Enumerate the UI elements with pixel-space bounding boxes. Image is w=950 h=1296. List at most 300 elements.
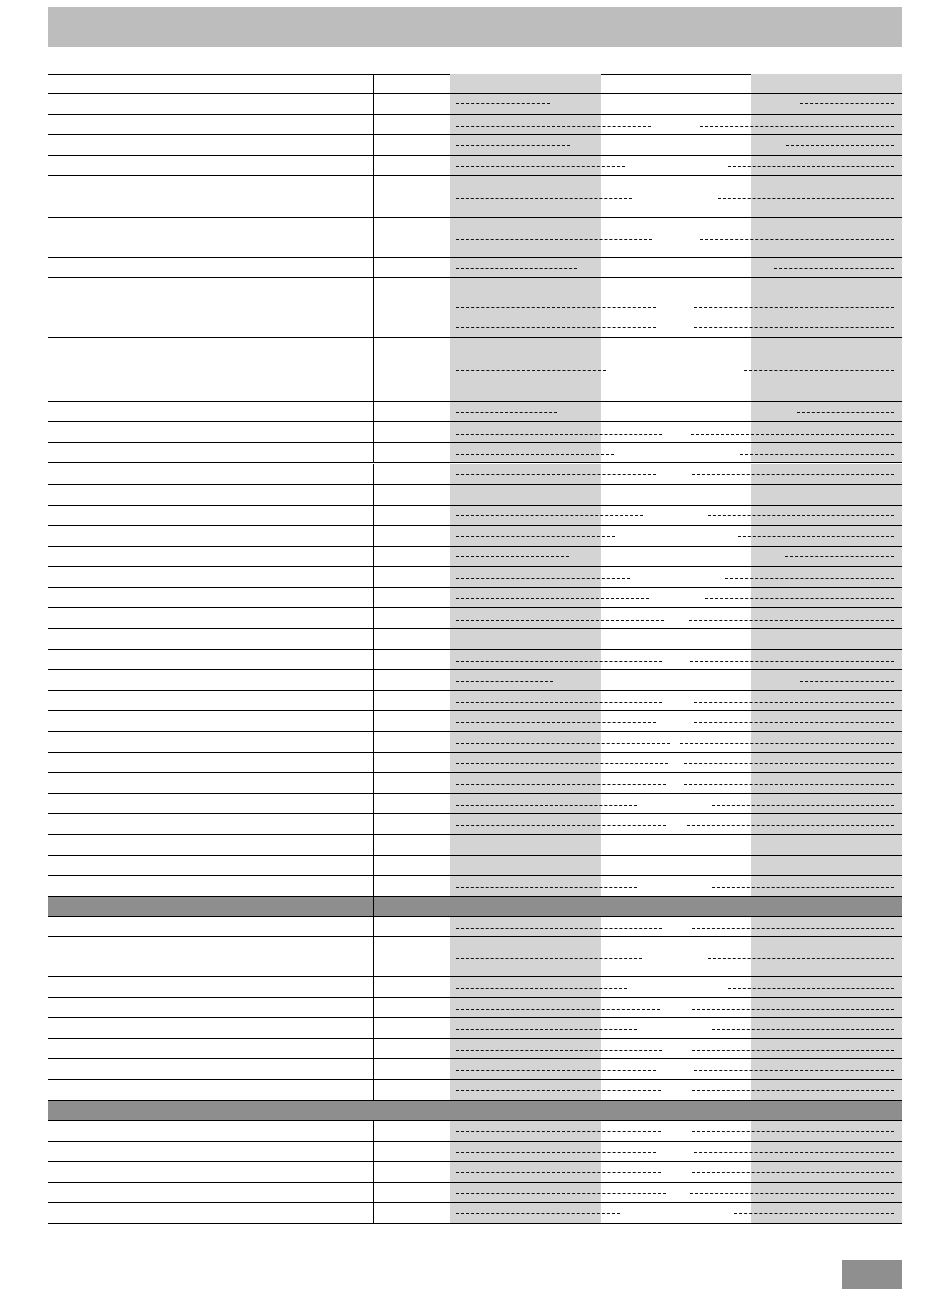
row-value-2 (601, 650, 751, 669)
row-unit (373, 547, 450, 566)
dotted-leader-right (692, 1172, 894, 1173)
table-row (48, 629, 902, 650)
row-value-3 (751, 998, 902, 1017)
dotted-leader-left (456, 681, 553, 682)
row-value-2 (601, 1203, 751, 1223)
row-value-2 (601, 443, 751, 462)
row-label (48, 876, 373, 896)
dotted-leader-left (456, 454, 614, 455)
row-label (48, 1101, 373, 1120)
dotted-leader-left (456, 620, 664, 621)
row-unit (373, 711, 450, 731)
row-value-1 (450, 74, 601, 93)
dotted-leader-left (456, 1131, 661, 1132)
row-value-2 (601, 176, 751, 217)
row-value-2 (601, 258, 751, 277)
row-value-3 (751, 670, 902, 690)
dotted-leader-right (718, 198, 894, 199)
dotted-leader-right (800, 681, 894, 682)
row-label (48, 218, 373, 257)
dotted-leader-right (694, 1152, 894, 1153)
row-value-1 (450, 94, 601, 114)
dotted-leader-left (456, 928, 662, 929)
dotted-leader-left (456, 988, 627, 989)
row-value-2 (601, 338, 751, 401)
dotted-leader-right (687, 825, 894, 826)
row-value-1 (450, 1059, 601, 1079)
row-value-1 (450, 835, 601, 855)
dotted-leader-left (456, 763, 668, 764)
row-value-1 (450, 1039, 601, 1058)
row-value-2 (601, 835, 751, 855)
row-value-2 (601, 402, 751, 421)
row-unit (373, 732, 450, 752)
table-row (48, 156, 902, 176)
row-value-3 (751, 835, 902, 855)
table-row (48, 670, 902, 691)
dotted-leader-left (456, 1152, 656, 1153)
row-label (48, 835, 373, 855)
row-value-2 (601, 74, 751, 93)
row-value-2 (601, 1059, 751, 1079)
row-label (48, 691, 373, 710)
row-label (48, 998, 373, 1017)
row-value-1 (450, 998, 601, 1017)
row-unit (373, 977, 450, 997)
row-label (48, 547, 373, 566)
row-unit (373, 1121, 450, 1141)
dotted-leader-right (800, 103, 894, 104)
row-value-3 (751, 794, 902, 813)
row-value-1 (450, 608, 601, 628)
dotted-leader-left (456, 1213, 620, 1214)
row-value-3 (751, 608, 902, 628)
row-unit (373, 1039, 450, 1058)
row-value-2 (601, 856, 751, 875)
row-unit (373, 422, 450, 442)
row-value-3 (751, 897, 902, 916)
row-label (48, 1080, 373, 1100)
table-row (48, 1059, 902, 1080)
row-value-2 (601, 526, 751, 546)
row-label (48, 711, 373, 731)
table-row (48, 74, 902, 94)
row-label (48, 464, 373, 484)
row-value-1 (450, 443, 601, 462)
dotted-leader-left (456, 1070, 656, 1071)
dotted-leader-left (456, 1009, 660, 1010)
row-value-2 (601, 670, 751, 690)
row-value-2 (601, 794, 751, 813)
dotted-leader-right (694, 722, 894, 723)
row-label (48, 567, 373, 587)
dotted-leader-left (456, 1029, 637, 1030)
row-label (48, 1162, 373, 1182)
row-value-1 (450, 670, 601, 690)
table-row (48, 691, 902, 711)
dotted-leader-right (684, 784, 894, 785)
row-unit (373, 1203, 450, 1223)
table-row (48, 218, 902, 258)
table-row (48, 485, 902, 506)
table-row (48, 835, 902, 856)
table-row (48, 258, 902, 278)
table-row (48, 588, 902, 608)
row-value-2 (601, 876, 751, 896)
table-row (48, 794, 902, 814)
table-row (48, 650, 902, 670)
dotted-leader-left (456, 145, 570, 146)
row-value-2 (601, 732, 751, 752)
dotted-leader-right (692, 1050, 894, 1051)
row-value-3 (751, 1018, 902, 1038)
row-label (48, 1142, 373, 1161)
table-row (48, 977, 902, 998)
row-value-3 (751, 176, 902, 217)
dotted-leader-right (734, 1213, 894, 1214)
row-value-3 (751, 1059, 902, 1079)
dotted-leader-right (692, 928, 894, 929)
page-number-box (842, 1260, 902, 1289)
row-label (48, 1183, 373, 1202)
row-label (48, 1059, 373, 1079)
section-header-row (48, 1101, 902, 1121)
row-value-1 (450, 650, 601, 669)
dotted-leader-left (456, 515, 643, 516)
row-value-3 (751, 977, 902, 997)
row-label (48, 1121, 373, 1141)
table-row (48, 876, 902, 897)
row-value-2 (601, 485, 751, 505)
dotted-leader-right (712, 887, 894, 888)
row-value-3 (751, 876, 902, 896)
row-unit (373, 1080, 450, 1100)
row-value-2 (601, 1018, 751, 1038)
dotted-leader-right (690, 661, 894, 662)
row-label (48, 608, 373, 628)
row-label (48, 135, 373, 155)
row-value-3 (751, 629, 902, 649)
row-value-3 (751, 94, 902, 114)
dotted-leader-right (694, 307, 894, 308)
row-unit (373, 753, 450, 772)
row-value-2 (601, 135, 751, 155)
row-label (48, 937, 373, 976)
row-label (48, 650, 373, 669)
row-unit (373, 115, 450, 134)
row-unit (373, 1101, 450, 1120)
row-unit (373, 897, 450, 916)
dotted-leader-right (692, 474, 894, 475)
row-label (48, 443, 373, 462)
dotted-leader-left (456, 702, 662, 703)
row-value-1 (450, 691, 601, 710)
row-label (48, 814, 373, 834)
dotted-leader-right (725, 578, 894, 579)
row-value-1 (450, 176, 601, 217)
row-label (48, 176, 373, 217)
dotted-leader-left (456, 126, 651, 127)
row-label (48, 526, 373, 546)
row-value-3 (751, 1101, 902, 1120)
table-row (48, 547, 902, 567)
table-row (48, 278, 902, 338)
table-row (48, 1183, 902, 1203)
dotted-leader-left (456, 412, 557, 413)
row-unit (373, 464, 450, 484)
row-label (48, 74, 373, 93)
row-unit (373, 74, 450, 93)
row-value-2 (601, 814, 751, 834)
table-row (48, 773, 902, 794)
row-value-3 (751, 74, 902, 93)
row-label (48, 732, 373, 752)
table-row (48, 937, 902, 977)
row-label (48, 278, 373, 337)
row-unit (373, 670, 450, 690)
row-label (48, 856, 373, 875)
dotted-leader-left (456, 370, 606, 371)
table-row (48, 1018, 902, 1039)
dotted-leader-right (744, 370, 894, 371)
row-value-2 (601, 977, 751, 997)
row-value-2 (601, 897, 751, 916)
dotted-leader-right (691, 434, 894, 435)
dotted-leader-right (728, 166, 894, 167)
dotted-leader-right (694, 327, 894, 328)
row-label (48, 1018, 373, 1038)
dotted-leader-left (456, 1090, 661, 1091)
row-value-2 (601, 567, 751, 587)
row-unit (373, 526, 450, 546)
dotted-leader-left (456, 268, 577, 269)
dotted-leader-right (705, 598, 894, 599)
row-value-2 (601, 711, 751, 731)
row-label (48, 156, 373, 175)
row-label (48, 794, 373, 813)
row-value-1 (450, 897, 601, 916)
dotted-leader-left (456, 805, 637, 806)
dotted-leader-left (456, 1172, 661, 1173)
dotted-leader-left (456, 661, 662, 662)
row-unit (373, 856, 450, 875)
dotted-leader-left (456, 1050, 662, 1051)
table-row (48, 1039, 902, 1059)
row-unit (373, 650, 450, 669)
row-unit (373, 773, 450, 793)
dotted-leader-right (785, 556, 894, 557)
table-row (48, 1142, 902, 1162)
table-row (48, 506, 902, 526)
table-row (48, 1080, 902, 1101)
row-value-1 (450, 1101, 601, 1120)
row-unit (373, 135, 450, 155)
row-unit (373, 691, 450, 710)
row-value-2 (601, 1101, 751, 1120)
row-value-3 (751, 567, 902, 587)
row-value-3 (751, 485, 902, 505)
row-unit (373, 608, 450, 628)
dotted-leader-right (740, 454, 894, 455)
row-value-3 (751, 773, 902, 793)
table-row (48, 917, 902, 937)
table-row (48, 402, 902, 422)
table-row (48, 176, 902, 218)
dotted-leader-left (456, 474, 656, 475)
dotted-leader-left (456, 556, 569, 557)
row-value-3 (751, 650, 902, 669)
table-row (48, 422, 902, 443)
row-value-1 (450, 732, 601, 752)
row-value-3 (751, 711, 902, 731)
row-unit (373, 1183, 450, 1202)
dotted-leader-right (692, 1009, 894, 1010)
header-bar (48, 7, 902, 47)
row-unit (373, 176, 450, 217)
dotted-leader-left (456, 958, 642, 959)
dotted-leader-left (456, 166, 625, 167)
row-value-3 (751, 917, 902, 936)
row-value-1 (450, 794, 601, 813)
table-row (48, 115, 902, 135)
row-value-2 (601, 218, 751, 257)
dotted-leader-left (456, 307, 656, 308)
row-value-2 (601, 422, 751, 442)
dotted-leader-right (694, 1070, 894, 1071)
dotted-leader-right (692, 1131, 894, 1132)
table-row (48, 814, 902, 835)
table-row (48, 1203, 902, 1224)
dotted-leader-right (692, 1090, 894, 1091)
dotted-leader-left (456, 598, 649, 599)
table-row (48, 608, 902, 629)
row-unit (373, 443, 450, 462)
dotted-leader-left (456, 784, 666, 785)
row-value-1 (450, 115, 601, 134)
row-value-2 (601, 1039, 751, 1058)
row-value-2 (601, 937, 751, 976)
row-label (48, 258, 373, 277)
row-value-3 (751, 218, 902, 257)
row-value-2 (601, 773, 751, 793)
row-value-3 (751, 422, 902, 442)
row-label (48, 402, 373, 421)
table-row (48, 753, 902, 773)
dotted-leader-left (456, 327, 656, 328)
row-unit (373, 567, 450, 587)
row-unit (373, 156, 450, 175)
table-row (48, 443, 902, 463)
row-value-1 (450, 917, 601, 936)
row-label (48, 917, 373, 936)
row-label (48, 773, 373, 793)
row-label (48, 485, 373, 505)
dotted-leader-right (797, 412, 894, 413)
dotted-leader-left (456, 722, 656, 723)
dotted-leader-right (694, 702, 894, 703)
dotted-leader-left (456, 536, 615, 537)
dotted-leader-left (456, 887, 637, 888)
table-row (48, 732, 902, 753)
dotted-leader-right (786, 145, 894, 146)
dotted-leader-right (712, 805, 894, 806)
dotted-leader-left (456, 103, 550, 104)
row-value-1 (450, 773, 601, 793)
table-row (48, 567, 902, 588)
dotted-leader-left (456, 825, 666, 826)
row-value-3 (751, 115, 902, 134)
row-value-1 (450, 218, 601, 257)
row-unit (373, 629, 450, 649)
row-value-2 (601, 629, 751, 649)
dotted-leader-right (708, 515, 894, 516)
dotted-leader-right (680, 743, 894, 744)
row-unit (373, 278, 450, 337)
row-label (48, 506, 373, 525)
row-value-1 (450, 629, 601, 649)
row-unit (373, 937, 450, 976)
row-unit (373, 588, 450, 607)
table-row (48, 94, 902, 115)
row-label (48, 753, 373, 772)
row-value-1 (450, 422, 601, 442)
row-label (48, 588, 373, 607)
table-row (48, 338, 902, 402)
row-value-2 (601, 691, 751, 710)
table-row (48, 711, 902, 732)
row-label (48, 94, 373, 114)
section-header-row (48, 897, 902, 917)
row-value-1 (450, 856, 601, 875)
dotted-leader-right (689, 620, 894, 621)
dotted-leader-left (456, 198, 632, 199)
row-unit (373, 218, 450, 257)
dotted-leader-right (708, 958, 894, 959)
row-value-1 (450, 937, 601, 976)
dotted-leader-left (456, 1193, 666, 1194)
row-label (48, 1203, 373, 1223)
row-unit (373, 402, 450, 421)
dotted-leader-right (700, 126, 894, 127)
row-unit (373, 835, 450, 855)
row-unit (373, 1059, 450, 1079)
row-value-1 (450, 485, 601, 505)
row-value-1 (450, 567, 601, 587)
dotted-leader-left (456, 743, 670, 744)
row-value-2 (601, 608, 751, 628)
row-label (48, 897, 373, 916)
row-label (48, 422, 373, 442)
dotted-leader-right (774, 268, 894, 269)
row-unit (373, 338, 450, 401)
table-row (48, 1162, 902, 1183)
row-value-2 (601, 547, 751, 566)
dotted-leader-right (684, 763, 894, 764)
row-value-1 (450, 711, 601, 731)
row-label (48, 977, 373, 997)
row-unit (373, 94, 450, 114)
table-row (48, 135, 902, 156)
row-unit (373, 794, 450, 813)
row-unit (373, 1142, 450, 1161)
table-row (48, 526, 902, 547)
row-value-3 (751, 443, 902, 462)
dotted-leader-right (712, 1029, 894, 1030)
row-value-3 (751, 732, 902, 752)
row-label (48, 115, 373, 134)
dotted-leader-right (700, 239, 894, 240)
row-label (48, 1039, 373, 1058)
